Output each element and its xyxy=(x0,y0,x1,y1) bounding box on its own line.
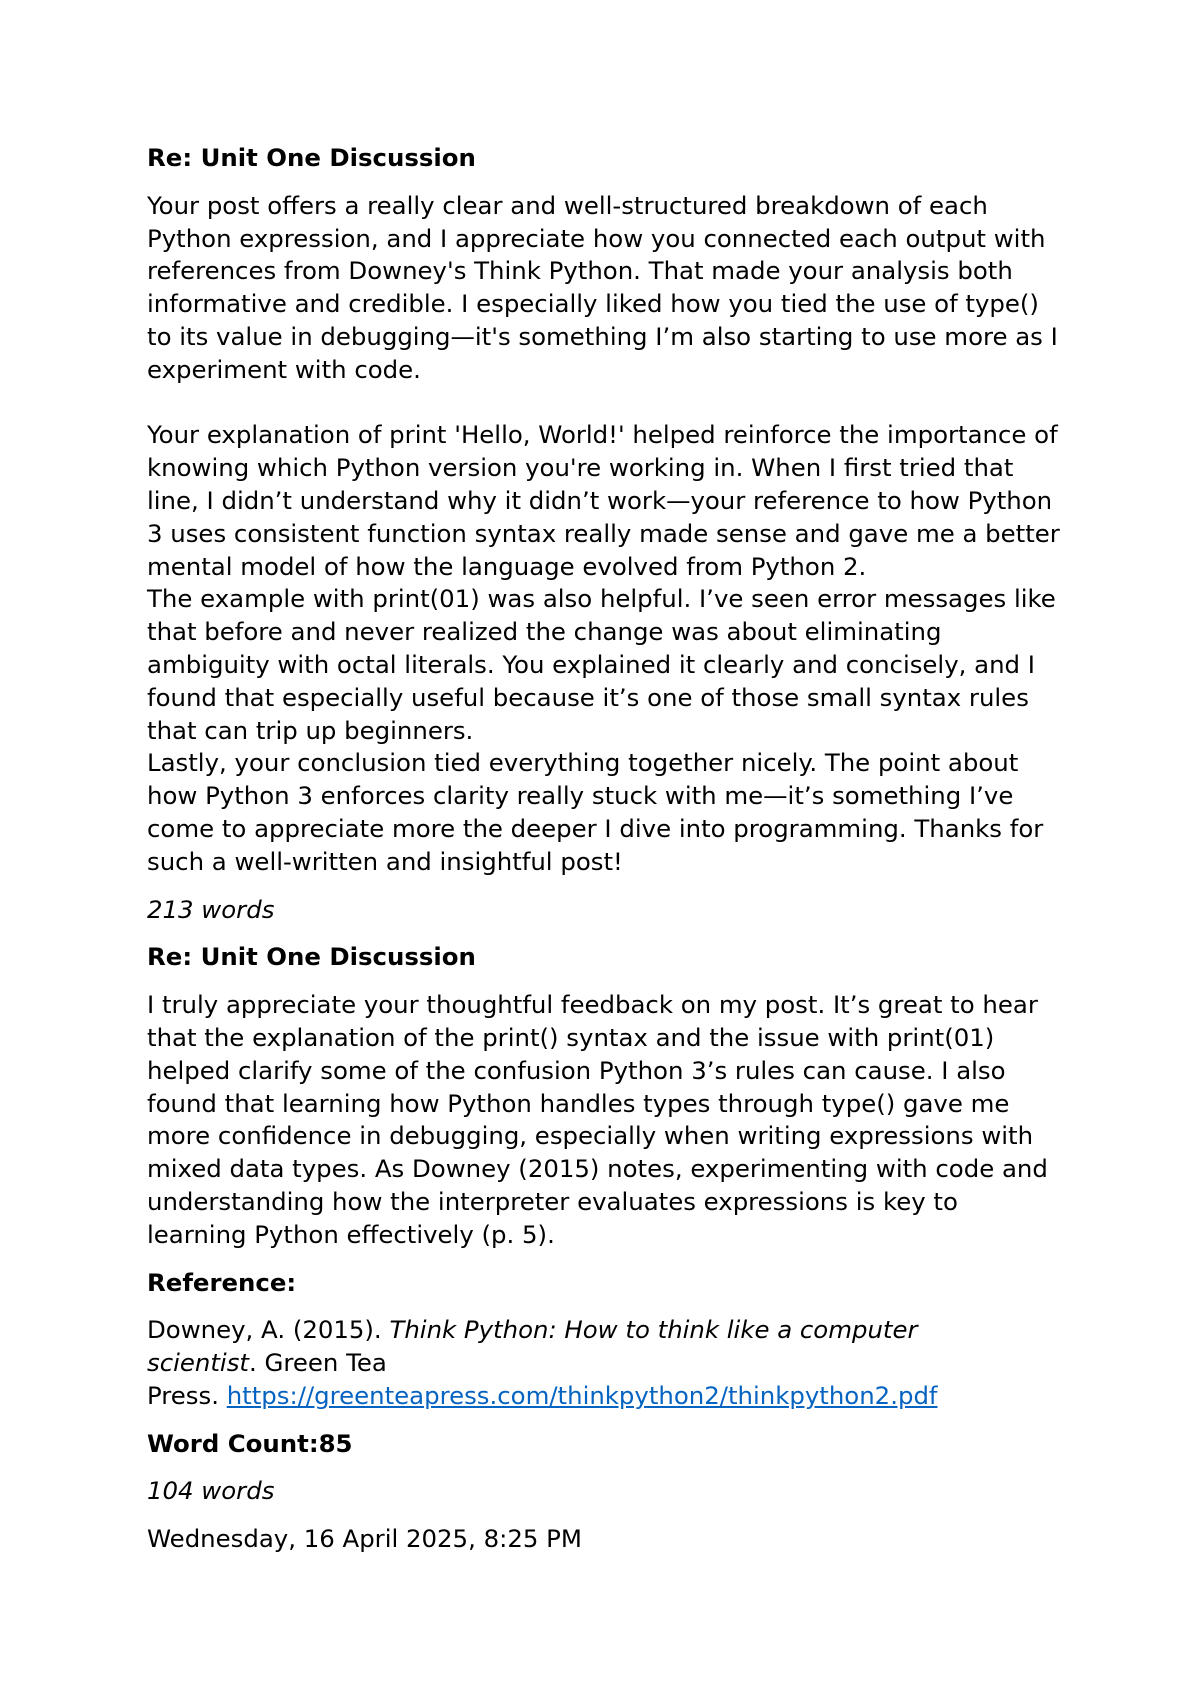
post2-paragraph xyxy=(147,989,1107,1251)
post1-paragraph-2 xyxy=(147,419,1107,583)
text-line: more confidence in debugging, especially when writing expressions with xyxy=(147,1121,1034,1151)
text-line: that before and never realized the change was about eliminating xyxy=(147,617,942,647)
post1-word-count: 213 words xyxy=(147,894,275,924)
text-line: that the explanation of the print() syntax and the issue with print(01) xyxy=(147,1022,995,1052)
text-line: I truly appreciate your thoughtful feedback on my post. It’s great to hear xyxy=(147,990,1038,1020)
text-line: come to appreciate more the deeper I dive into programming. Thanks for xyxy=(147,813,1044,843)
text-line: found that especially useful because it’s one of those small syntax rules xyxy=(147,682,1029,712)
text-line: understanding how the interpreter evaluates expressions is key to xyxy=(147,1186,958,1216)
text-line: Python expression, and I appreciate how you connected each output with xyxy=(147,223,1046,253)
post2-word-count: 104 words xyxy=(147,1476,275,1506)
post1-title: Re: Unit One Discussion xyxy=(147,143,476,172)
text-line: found that learning how Python handles types through type() gave me xyxy=(147,1088,1010,1118)
text-line: experiment with code. xyxy=(147,354,421,384)
text-line: line, I didn’t understand why it didn’t work—your reference to how Python xyxy=(147,485,1053,515)
text-line: knowing which Python version you're working in. When I first tried that xyxy=(147,453,1014,483)
text-line: The example with print(01) was also helpful. I’ve seen error messages like xyxy=(147,584,1056,614)
text-line: that can trip up beginners. xyxy=(147,715,474,745)
text-line: helped clarify some of the confusion Python 3’s rules can cause. I also xyxy=(147,1055,1006,1085)
blank-line xyxy=(147,387,1107,420)
text-line: learning Python effectively (p. 5). xyxy=(147,1219,555,1249)
text-line: Your explanation of print 'Hello, World!' helped reinforce the importance of xyxy=(147,420,1058,450)
reference-entry xyxy=(147,1314,1107,1412)
text-line: references from Downey's Think Python. That made your analysis both xyxy=(147,256,1013,286)
text-line: ambiguity with octal literals. You explained it clearly and concisely, and I xyxy=(147,649,1035,679)
post2-title: Re: Unit One Discussion xyxy=(147,942,476,972)
text-line: mental model of how the language evolved from Python 2. xyxy=(147,551,867,581)
text-line xyxy=(147,1314,1107,1347)
text-line: 3 uses consistent function syntax really made sense and gave me a better xyxy=(147,518,1060,548)
post1-paragraph-1 xyxy=(147,190,1107,387)
text-line xyxy=(147,1380,1107,1413)
reference-press: Press. xyxy=(147,1380,227,1410)
word-count-label: Word Count:85 xyxy=(147,1428,353,1458)
reference-heading: Reference: xyxy=(147,1267,297,1297)
reference-title: Think Python: How to think like a computer xyxy=(389,1315,918,1345)
text-line: informative and credible. I especially liked how you tied the use of type() xyxy=(147,289,1039,319)
text-line xyxy=(147,1347,1107,1380)
timestamp: Wednesday, 16 April 2025, 8:25 PM xyxy=(147,1524,582,1554)
post1-paragraph-4 xyxy=(147,747,1107,878)
post1-paragraph-3 xyxy=(147,583,1107,747)
text-line: Lastly, your conclusion tied everything together nicely. The point about xyxy=(147,748,1019,778)
text-line: such a well-written and insightful post! xyxy=(147,846,623,876)
text-line: mixed data types. As Downey (2015) notes, experimenting with code and xyxy=(147,1154,1048,1184)
text-line: Your post offers a really clear and well-structured breakdown of each xyxy=(147,190,988,220)
text-line: to its value in debugging—it's something I’m also starting to use more as I xyxy=(147,321,1058,351)
document-body xyxy=(147,142,1107,1556)
reference-publisher: . Green Tea xyxy=(248,1348,387,1378)
reference-title-cont: scientist xyxy=(147,1348,249,1378)
text-line: how Python 3 enforces clarity really stuck with me—it’s something I’ve xyxy=(147,781,1014,811)
reference-author-year: Downey, A. (2015). xyxy=(147,1315,390,1345)
reference-url-link[interactable]: https://greenteapress.com/thinkpython2/thinkpython2.pdf xyxy=(226,1380,938,1410)
